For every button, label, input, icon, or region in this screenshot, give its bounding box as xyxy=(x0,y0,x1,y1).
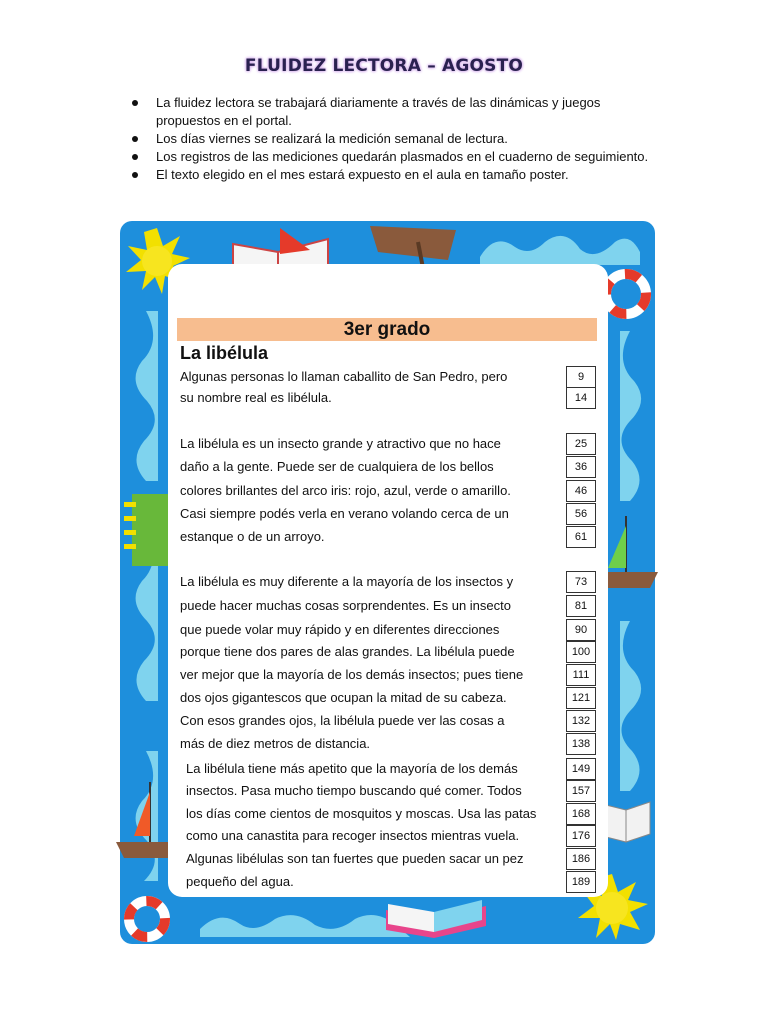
word-count-box: 73 xyxy=(566,571,596,593)
instructions-list xyxy=(130,94,650,184)
instruction-item: La fluidez lectora se trabajará diariamente a través de las dinámicas y juegos propuestos en el portal. xyxy=(130,94,650,130)
word-count-box: 14 xyxy=(566,387,596,409)
instruction-item: El texto elegido en el mes estará expuesto en el aula en tamaño poster. xyxy=(130,166,650,184)
reading-line: ver mejor que la mayoría de los demás insectos; pues tiene xyxy=(180,667,524,682)
reading-line: insectos. Pasa mucho tiempo buscando qué comer. Todos xyxy=(186,783,522,798)
reading-line: porque tiene dos pares de alas grandes. La libélula puede xyxy=(180,644,515,659)
wave-decoration-icon xyxy=(475,227,645,267)
reading-line: su nombre real es libélula. xyxy=(180,390,332,405)
reading-line: más de diez metros de distancia. xyxy=(180,736,371,751)
word-count-box: 56 xyxy=(566,503,596,525)
reading-line: Algunas libélulas son tan fuertes que pueden sacar un pez xyxy=(186,851,524,866)
reading-title: La libélula xyxy=(180,343,269,363)
word-count-box: 168 xyxy=(566,803,596,825)
reading-line: Con esos grandes ojos, la libélula puede ver las cosas a xyxy=(180,713,505,728)
reading-line: los días come cientos de mosquitos y moscas. Usa las patas xyxy=(186,806,537,821)
life-ring-icon xyxy=(122,894,172,944)
reading-line: que puede volar muy rápido y en diferentes direcciones xyxy=(180,622,500,637)
reading-line: La libélula es muy diferente a la mayoría de los insectos y xyxy=(180,574,514,589)
word-count-box: 111 xyxy=(566,664,596,686)
word-count-box: 149 xyxy=(566,758,596,780)
word-count-box: 132 xyxy=(566,710,596,732)
word-count-box: 176 xyxy=(566,825,596,847)
word-count-box: 61 xyxy=(566,526,596,548)
reading-line: Algunas personas lo llaman caballito de San Pedro, pero xyxy=(180,369,508,384)
instruction-item: Los registros de las mediciones quedarán plasmados en el cuaderno de seguimiento. xyxy=(130,148,650,166)
word-count-box: 189 xyxy=(566,871,596,893)
instruction-item: Los días viernes se realizará la medición semanal de lectura. xyxy=(130,130,650,148)
reading-line: Casi siempre podés verla en verano volando cerca de un xyxy=(180,506,509,521)
word-count-box: 36 xyxy=(566,456,596,478)
word-count-box: 81 xyxy=(566,595,596,617)
reading-line: La libélula tiene más apetito que la mayoría de los demás xyxy=(186,761,518,776)
word-count-box: 9 xyxy=(566,366,596,388)
word-count-box: 100 xyxy=(566,641,596,663)
word-count-box: 157 xyxy=(566,780,596,802)
word-count-box: 186 xyxy=(566,848,596,870)
reading-line: La libélula es un insecto grande y atractivo que no hace xyxy=(180,436,501,451)
word-count-box: 46 xyxy=(566,480,596,502)
reading-line: estanque o de un arroyo. xyxy=(180,529,325,544)
page-title: FLUIDEZ LECTORA – AGOSTO xyxy=(244,56,524,76)
reading-line: dos ojos gigantescos que ocupan la mitad de su cabeza. xyxy=(180,690,507,705)
word-count-box: 138 xyxy=(566,733,596,755)
reading-line: como una canastita para recoger insectos mientras vuela. xyxy=(186,828,520,843)
reading-line: daño a la gente. Puede ser de cualquiera de los bellos xyxy=(180,459,494,474)
reading-line: puede hacer muchas cosas sorprendentes. Es un insecto xyxy=(180,598,511,613)
reading-line: colores brillantes del arco iris: rojo, azul, verde o amarillo. xyxy=(180,483,511,498)
word-count-box: 90 xyxy=(566,619,596,641)
word-count-box: 25 xyxy=(566,433,596,455)
grade-banner: 3er grado xyxy=(177,318,597,341)
reading-line: pequeño del agua. xyxy=(186,874,294,889)
word-count-box: 121 xyxy=(566,687,596,709)
